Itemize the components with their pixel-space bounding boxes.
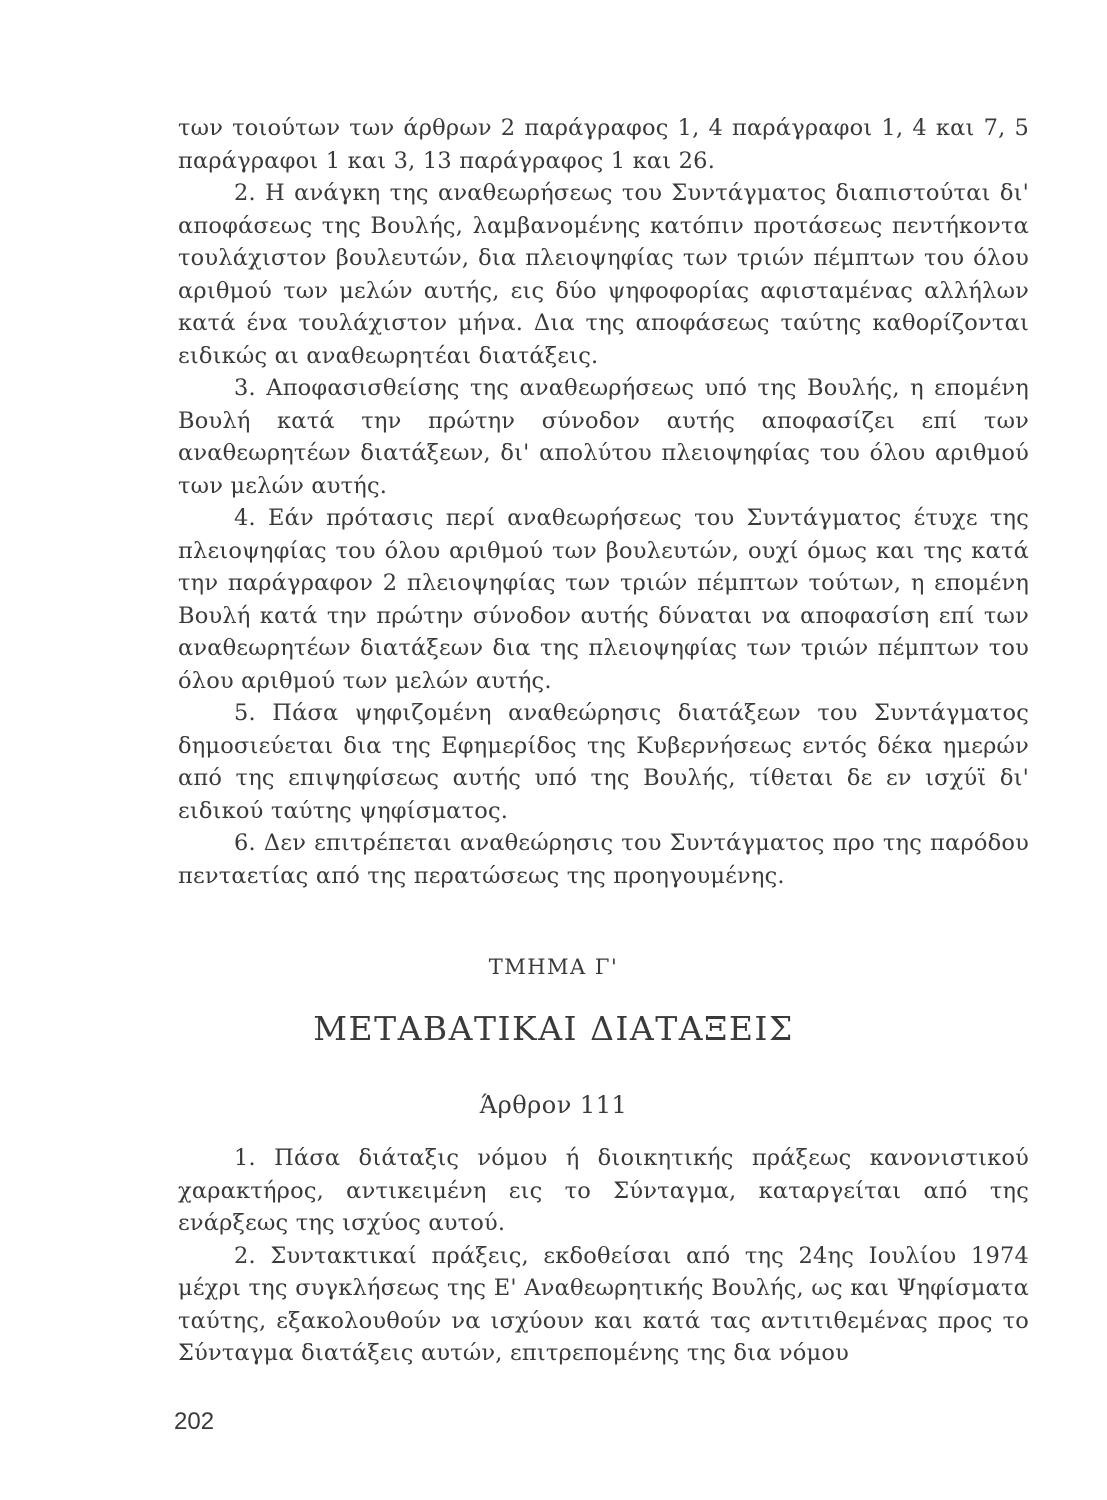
paragraph-3: 3. Αποφασισθείσης της αναθεωρήσεως υπό της Βουλής, η επομένη Βουλή κατά την πρώτην σύνοδον αυτής αποφασίζει επί των αναθεωρητέων διατάξεων, δι' απολύτου πλειοψηφίας του όλου αριθμού των μελών αυτής. [178, 375, 1029, 499]
paragraph-continuation: των τοιούτων των άρθρων 2 παράγραφος 1, 4 παράγραφοι 1, 4 και 7, 5 παράγραφοι 1 και 3, 13 παράγραφος 1 και 26. [178, 115, 1029, 174]
article-title: Άρθρον 111 [479, 1091, 628, 1119]
article-111-paragraph-2: 2. Συντακτικαί πράξεις, εκδοθείσαι από της 24ης Ιουλίου 1974 μέχρι της συγκλήσεως της Ε' Αναθεωρητικής Βουλής, ως και Ψηφίσματα ταύτης, εξακολουθούν να ισχύουν και κατά τας αντιτιθεμένας προς το Σύνταγμα διατάξεις αυτών, επιτρεπομένης της δια νόμου [178, 1242, 1029, 1366]
paragraph-2: 2. Η ανάγκη της αναθεωρήσεως του Συντάγματος διαπιστούται δι' αποφάσεως της Βουλής, λαμβανομένης κατόπιν προτάσεως πεντήκοντα τουλάχιστον βουλευτών, δια πλειοψηφίας των τριών πέμπτων του όλου αριθμού των μελών αυτής, εις δύο ψηφοφορίας αφισταμένας αλλήλων κατά ένα τουλάχιστον μήνα. Δια της αποφάσεως ταύτης καθορίζονται ειδικώς αι αναθεωρητέαι διατάξεις. [178, 180, 1029, 369]
article-111-paragraph-1: 1. Πάσα διάταξις νόμου ή διοικητικής πράξεως κανονιστικού χαρακτήρος, αντικειμένη εις το Σύνταγμα, καταργείται από της ενάρξεως της ισχύος αυτού. [178, 1145, 1029, 1236]
paragraph-5: 5. Πάσα ψηφιζομένη αναθεώρησις διατάξεων του Συντάγματος δημοσιεύεται δια της Εφημερίδος της Κυβερνήσεως εντός δέκα ημερών από της επιψηφίσεως αυτής υπό της Βουλής, τίθεται δε εν ισχύϊ δι' ειδικού ταύτης ψηφίσματος. [178, 700, 1029, 824]
article-111-text [178, 1142, 1029, 1370]
page-number: 202 [174, 1408, 215, 1435]
section-title: ΜΕΤΑΒΑΤΙΚΑΙ ΔΙΑΤΑΞΕΙΣ [313, 1009, 794, 1048]
section-label: ΤΜΗΜΑ Γ' [488, 955, 619, 979]
paragraph-4: 4. Εάν πρότασις περί αναθεωρήσεως του Συντάγματος έτυχε της πλειοψηφίας του όλου αριθμού των βουλευτών, ουχί όμως και της κατά την παράγραφον 2 πλειοψηφίας των τριών πέμπτων τούτων, η επομένη Βουλή κατά την πρώτην σύνοδον αυτής δύναται να αποφασίση επί των αναθεωρητέων διατάξεων δια της πλειοψηφίας των τριών πέμπτων του όλου αριθμού των μελών αυτής. [178, 505, 1029, 694]
paragraph-6: 6. Δεν επιτρέπεται αναθεώρησις του Συντάγματος προ της παρόδου πενταετίας από της περατώσεως της προηγουμένης. [178, 830, 1029, 889]
article-110-text [178, 112, 1029, 892]
